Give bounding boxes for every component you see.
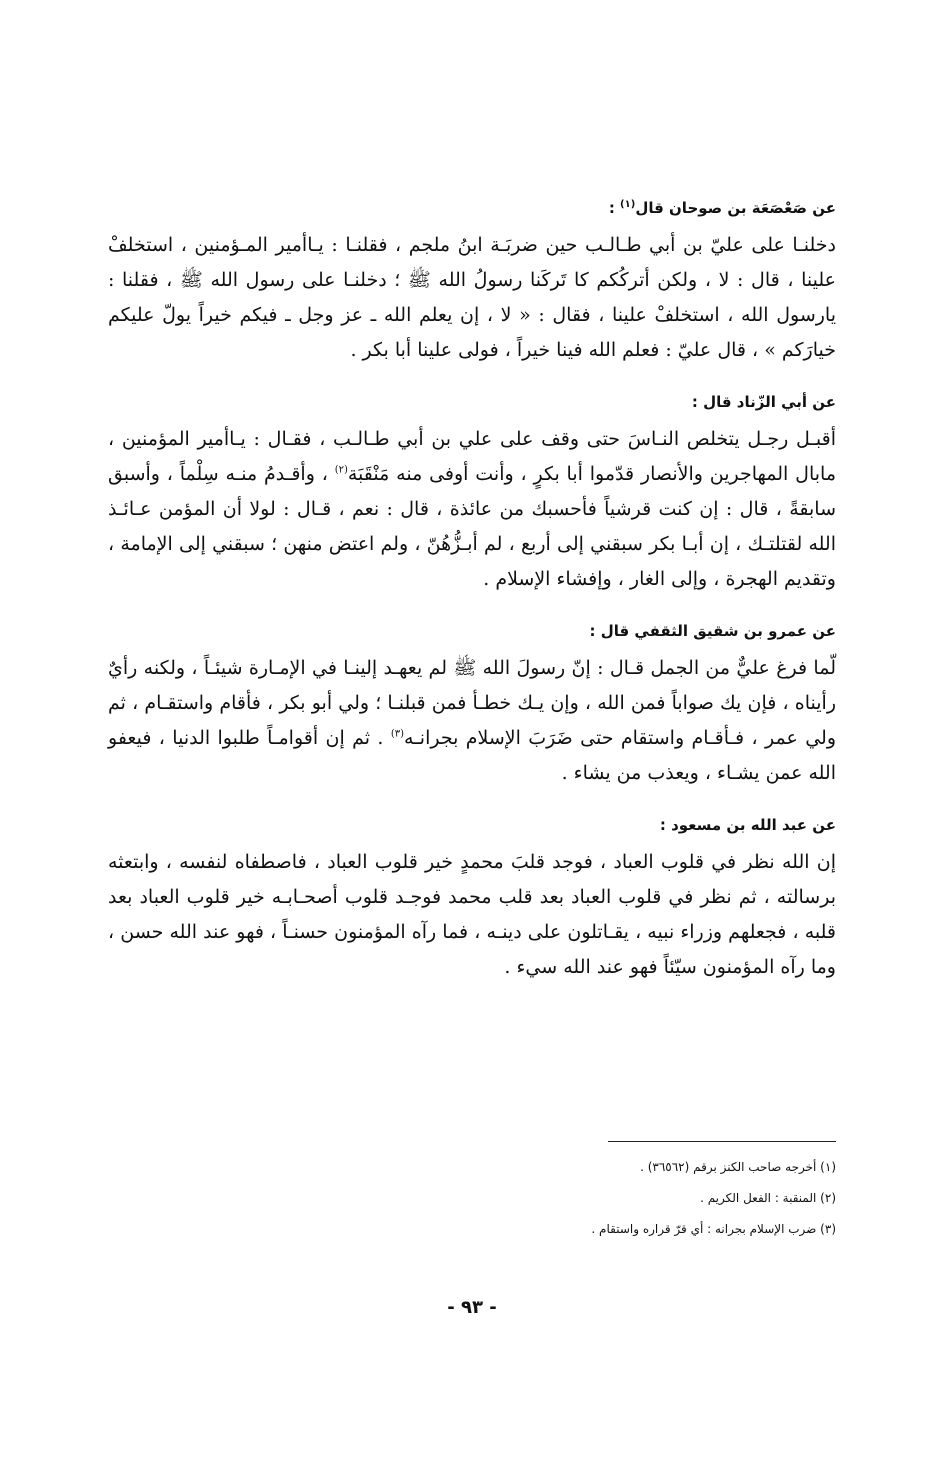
section-body — [108, 651, 836, 791]
section-body — [108, 422, 836, 597]
section-heading: عن عمرو بن شقيق الثقفي قال : — [589, 622, 836, 640]
section-body: دخلنـا على عليّ بن أبي طـالـب حين ضربَـة ابنُ ملجم ، فقلنـا : يـاأمير المـؤمنين ، استخلفْ علينا ، قال : لا ، ولكن أتركُكم كا تَركَنا رسولُ الله ﷺ ؛ دخلنـا على رسول الله ﷺ ، فقلنا : يارسول الله ، استخلفْ علينا ، فقال : « لا ، إن يعلم الله ـ عز وجل ـ فيكم خيراً يولّ عليكم خيارَكم » ، قال عليّ : فعلم الله فينا خيراً ، فولى علينا أبا بكر . — [108, 234, 836, 361]
section-heading — [108, 196, 836, 220]
main-text — [108, 196, 836, 985]
footnote-marker: (٢) — [334, 464, 348, 476]
section-heading: عن عبد الله بن مسعود : — [659, 816, 836, 834]
body-text: . ثم إن أقوامـاً طلبوا الدنيا ، فيعفو الله عمن يشـاء ، ويعذب من يشاء . — [108, 727, 836, 784]
section-4 — [108, 813, 836, 985]
footnote-2: (٢) المنقبة : الفعل الكريم . — [700, 1191, 836, 1205]
footnotes — [236, 1152, 836, 1245]
section-2 — [108, 390, 836, 597]
heading-tail: : — [608, 199, 621, 217]
heading-text: عن صَعْصَعَة بن صوحان قال — [635, 199, 836, 217]
footnote-1: (١) أخرجه صاحب الكنز برقم (٣٦٥٦٢) . — [640, 1160, 836, 1174]
section-3 — [108, 619, 836, 791]
body-text: لّما فرغ عليٌّ من الجمل قـال : إنّ رسولَ الله ﷺ لم يعهـد إلينـا في الإمـارة شيئـاً ، ولكنه رأيٌ رأيناه ، فإن يك صواباً فمن الله ، وإن يـك خطـأ فمن قبلنـا ؛ ولي أبو بكر ، فأقام واستقـام ، ثم ولي عمر ، فـأقـام واستقام حتى ضَرَبَ الإسلام بجرانـه — [108, 657, 836, 749]
footnote-3: (٣) ضرب الإسلام بجرانه : أي قرّ قراره واستقام . — [591, 1222, 836, 1236]
footnote-marker: (١) — [620, 199, 636, 210]
page-number: - ٩٣ - — [447, 1297, 497, 1318]
body-text: ، وأقـدمُ منـه سِلْماً ، وأسبق سابقةً ، قال : إن كنت قرشياً فأحسبك من عائذة ، قال : نعم ، قـال : لولا أن المؤمن عـائـذ الله لقتلتـك ، إن أبـا بكر سبقني إلى أربع ، لم أبـزُّهُنّ ، ولم اعتض منهن ؛ سبقني إلى الإمامة ، وتقديم الهجرة ، وإلى الغار ، وإفشاء الإسلام . — [108, 463, 836, 590]
section-heading: عن أبي الزّناد قال : — [691, 393, 836, 411]
footnote-marker: (٣) — [390, 728, 405, 740]
footnote-divider — [608, 1141, 836, 1142]
body-text: أقبـل رجـل يتخلص النـاسَ حتى وقف على علي بن أبي طـالـب ، فقـال : يـاأمير المؤمنين ، مابال المهاجرين والأنصار قدّموا أبا بكرٍ ، وأنت أوفى منه مَنْقَبَة — [108, 428, 836, 485]
section-body: إن الله نظر في قلوب العباد ، فوجد قلبَ محمدٍ خير قلوب العباد ، فاصطفاه لنفسه ، وابتعثه برسالته ، ثم نظر في قلوب العباد بعد قلب محمد فوجـد قلوب أصحـابـه خير قلوب العباد بعد قلبه ، فجعلهم وزراء نبيه ، يقـاتلون على دينـه ، فما رآه المؤمنون حسنـاً ، فهو عند الله حسن ، وما رآه المؤمنون سيّئاً فهو عند الله سيء . — [108, 851, 836, 978]
section-1 — [108, 196, 836, 368]
